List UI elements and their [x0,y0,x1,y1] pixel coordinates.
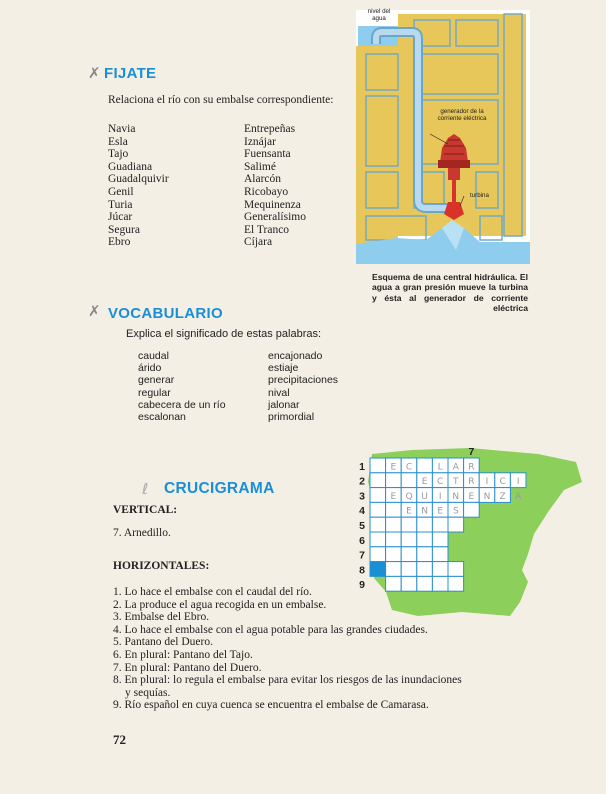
horizontal-clue: 1. Lo hace el embalse con el caudal del río. [113,586,312,598]
crossword-row-number: 1 [359,460,365,473]
crossword-cell[interactable] [417,562,433,577]
crossword-cell[interactable] [370,488,386,503]
horizontal-clue: 8. En plural: lo regula el embalse para evitar los riesgos de las inundaciones [113,674,462,687]
river-item: Genil [108,185,134,198]
reservoir-item: Mequinenza [244,198,301,211]
vocabulary-word: generar [138,374,175,387]
crossword-cell[interactable] [432,517,448,532]
crossword-row-number: 5 [359,520,365,532]
crossword-row-number: 8 [359,564,365,577]
river-list [108,123,169,249]
crossword-cell[interactable] [401,532,417,547]
vocabulary-word: primordial [268,411,315,424]
crossword-pencil-letter: A [452,462,459,473]
label-turbine: turbina [470,192,489,199]
crossword-pencil-letter: L [437,462,443,473]
vocabulary-word: escalonan [138,411,186,424]
crossword-cell[interactable] [401,517,417,532]
crossword-grid[interactable] [352,442,592,622]
page-number: 72 [113,732,126,747]
crossword-pencil-letter: I [485,477,489,488]
river-item: Ebro [108,236,131,249]
crossword-row-number: 7 [359,549,365,562]
crossword-pencil-letter: E [468,491,475,502]
crossword-pencil-letter: S [452,506,459,517]
river-item: Segura [108,223,140,236]
crossword-cell[interactable] [464,502,480,517]
pencil-mark: ✗ [88,64,101,82]
crossword-pencil-letter: Q [405,491,413,502]
crossword-cell[interactable] [370,502,386,517]
crossword-cell[interactable] [370,458,386,473]
crossword-cell[interactable] [432,532,448,547]
crossword-row-number: 3 [359,490,365,503]
crossword-cell[interactable] [386,576,402,591]
vocabulary-word: precipitaciones [268,374,339,387]
river-item: Júcar [108,211,133,224]
crossword-cell[interactable] [417,576,433,591]
diagram-caption: Esquema de una central hidráulica. El agua a gran presión mueve la turbina y ésta al generador de corriente eléctrica [372,272,528,314]
crossword-pencil-letter: E [437,506,444,517]
vocabulario-instruction: Explica el significado de estas palabras: [126,328,322,340]
crossword-cell[interactable] [417,532,433,547]
horizontal-clue: 2. La produce el agua recogida en un embalse. [113,598,327,611]
crossword-pencil-letter: E [390,462,397,473]
crossword-cell[interactable] [386,473,402,488]
vocabulary-column-1 [138,350,226,423]
reservoir-item: Salimé [244,160,276,173]
crossword-cell[interactable] [448,517,464,532]
horizontal-clue: 5. Pantano del Duero. [113,636,213,649]
crossword-cell[interactable] [401,547,417,562]
crossword-cell[interactable] [432,547,448,562]
crossword-cell[interactable] [417,517,433,532]
crossword-cell[interactable] [401,473,417,488]
river-item: Turia [108,198,133,211]
vocabulary-word: encajonado [268,350,323,362]
reservoir-item: El Tranco [244,223,290,236]
reservoir-item: Iznájar [244,135,276,148]
crossword-pencil-letter: N [483,491,491,502]
crossword-pencil-letter: R [468,462,475,473]
crossword-cell[interactable] [370,517,386,532]
reservoir-item: Cíjara [244,236,273,249]
vocabulario-title: VOCABULARIO [108,305,223,322]
crossword-pencil-letter: I [438,491,442,502]
river-item: Tajo [108,148,129,161]
crossword-cell[interactable] [370,562,386,577]
crossword-pencil-letter: E [421,477,428,488]
crossword-pencil-letter: E [406,506,412,517]
crossword-column-number: 7 [468,446,475,458]
fijate-instruction: Relaciona el río con su embalse correspondiente: [108,94,334,106]
label-water-level: nivel del agua [367,8,391,22]
crossword-pencil-letter: C [499,477,506,488]
crossword-pencil-letter: C [437,477,444,488]
horizontal-clue: 7. En plural: Pantano del Duero. [113,661,262,674]
horizontal-clue: 6. En plural: Pantano del Tajo. [113,648,253,661]
crossword-cell[interactable] [401,562,417,577]
horizontal-clue: 3. Embalse del Ebro. [113,611,210,624]
vocabulary-word: árido [138,362,162,375]
crossword-cell[interactable] [386,547,402,562]
crossword-cell[interactable] [386,517,402,532]
crossword-cell[interactable] [401,576,417,591]
crossword-cell[interactable] [448,562,464,577]
river-item: Navia [108,123,136,135]
pencil-mark: ✗ [88,302,101,320]
crossword-row-number: 9 [359,579,365,592]
vocabulary-word: jalonar [268,398,300,411]
reservoir-item: Fuensanta [244,148,291,161]
river-item: Esla [108,135,128,148]
vocabulary-word: nival [268,386,290,399]
hydro-plant-diagram [356,10,530,264]
crossword-cell[interactable] [417,547,433,562]
crossword-pencil-letter: R [468,477,475,488]
crossword-cell[interactable] [386,532,402,547]
crossword-cell[interactable] [448,576,464,591]
vertical-heading: VERTICAL: [113,504,178,516]
crossword-pencil-letter: Z [499,491,506,502]
vocabulary-word: caudal [138,350,169,362]
vocabulary-column-2 [268,350,338,423]
vocabulary-word: cabecera de un río [138,398,226,411]
crucigrama-title: CRUCIGRAMA [164,480,275,497]
crossword-cell[interactable] [417,458,433,473]
label-generator: generador de la corriente eléctrica [437,108,487,122]
crossword-cell[interactable] [432,562,448,577]
reservoir-item: Alarcón [244,173,282,186]
crossword-cell[interactable] [370,547,386,562]
crossword-pencil-letter: C [405,462,413,473]
crossword-pencil-letter: N [421,506,428,517]
crossword-row-number: 4 [359,505,365,518]
vocabulary-word: estiaje [268,362,299,375]
crossword-pencil-letter: A [515,491,522,502]
river-item: Guadiana [108,160,153,173]
crossword-cell[interactable] [386,562,402,577]
crossword-cell[interactable] [370,473,386,488]
river-item: Guadalquivir [108,173,169,186]
horizontal-heading: HORIZONTALES: [113,560,210,572]
crossword-row-number: 2 [359,475,365,488]
fijate-title: FIJATE [104,65,157,82]
crossword-cell[interactable] [370,532,386,547]
crossword-pencil-letter: E [390,491,397,502]
reservoir-item: Entrepeñas [244,123,296,135]
crossword-pencil-letter: U [421,491,428,502]
horizontal-clue: 4. Lo hace el embalse con el agua potable para las grandes ciudades. [113,623,428,636]
crossword-pencil-letter: N [452,491,460,502]
reservoir-item: Ricobayo [244,185,289,198]
horizontal-clue: 9. Río español en cuya cuenca se encuentra el embalse de Camarasa. [113,699,429,712]
crossword-cell[interactable] [432,576,448,591]
crossword-pencil-letter: T [453,477,459,488]
crossword-pencil-letter: I [516,477,520,488]
horizontal-clue: y sequías. [125,686,171,699]
pencil-mark: ℓ [142,480,149,498]
vocabulary-word: regular [138,386,171,399]
reservoir-item: Generalísimo [244,211,306,224]
crossword-row-number: 6 [359,534,365,547]
reservoir-list [244,123,306,249]
crossword-cell[interactable] [386,502,402,517]
vertical-clue: 7. Arnedillo. [113,527,171,539]
